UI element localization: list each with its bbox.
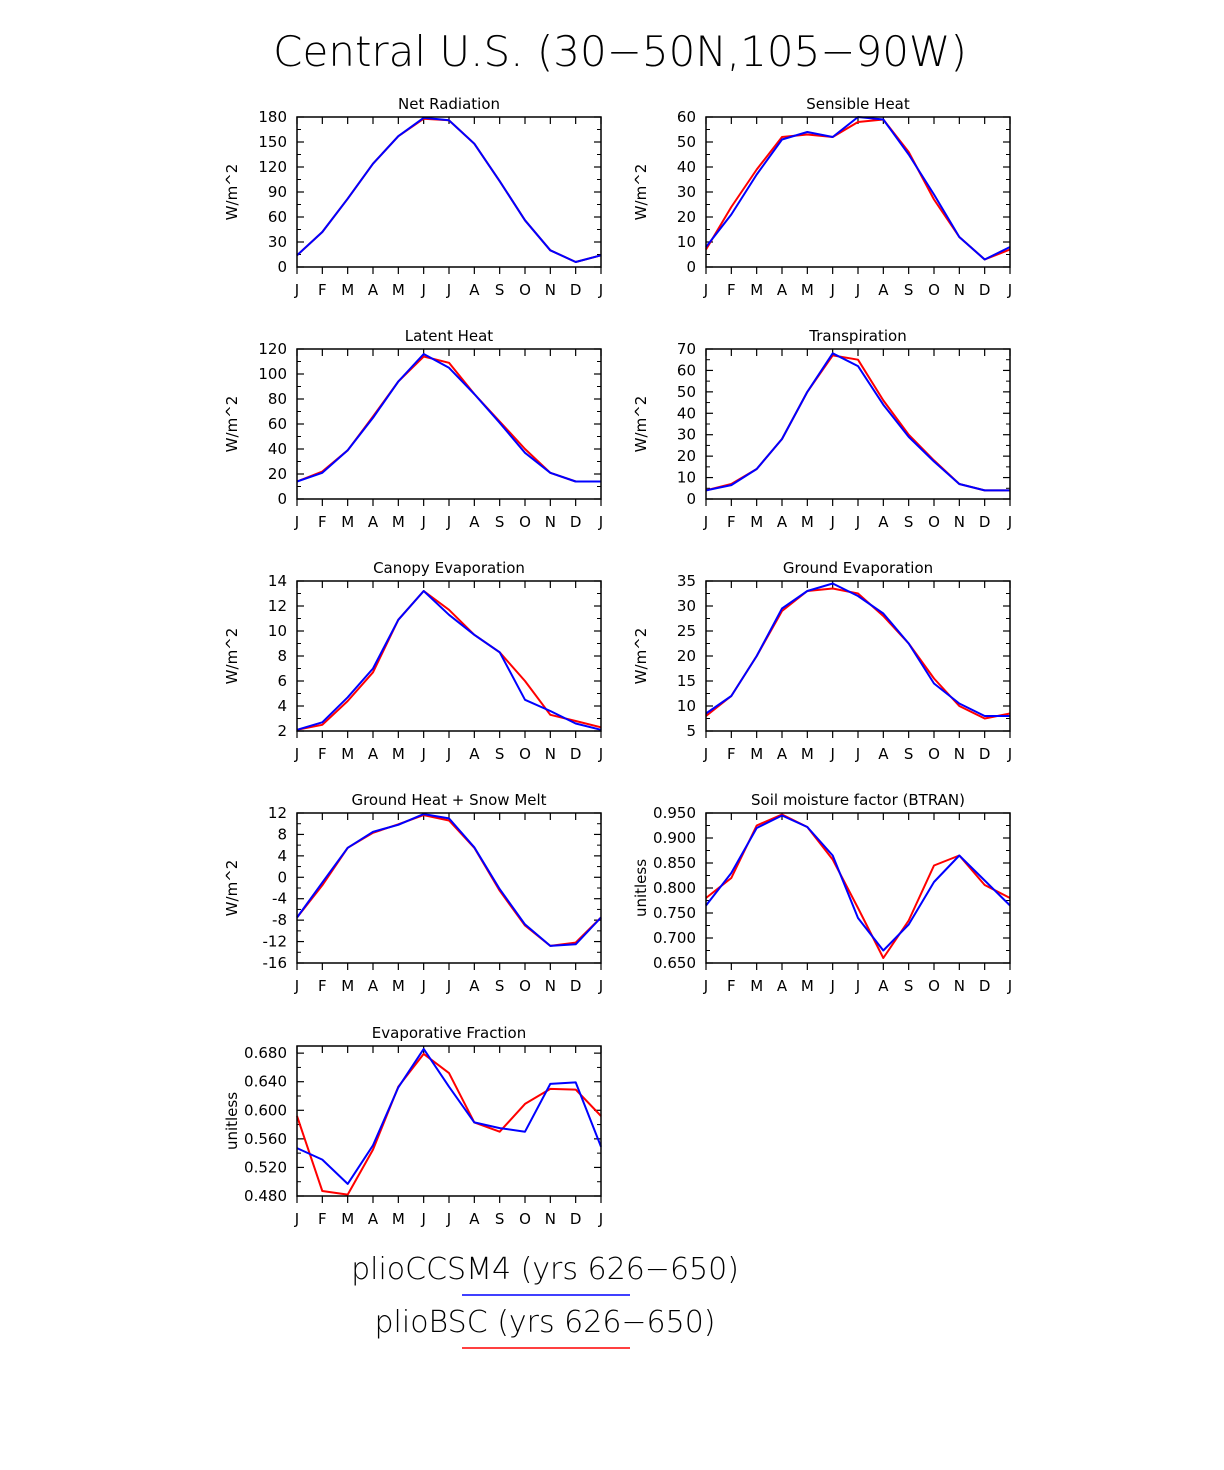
panel-transpiration [632, 327, 1012, 531]
xtick-label: J [1007, 977, 1013, 995]
ytick-label: 0.750 [653, 904, 696, 922]
series-line-plioccsm4 [706, 353, 1010, 490]
xtick-label: M [750, 513, 764, 531]
xtick-label: D [569, 745, 582, 763]
xtick-label: D [569, 281, 582, 299]
ytick-label: 10 [676, 697, 696, 715]
xtick-label: J [294, 745, 300, 763]
panel-title-canopy-evaporation: Canopy Evaporation [373, 559, 525, 577]
xtick-label: M [341, 745, 355, 763]
ytick-label: 50 [676, 382, 696, 401]
series-line-pliobsc [706, 355, 1010, 490]
xtick-label: D [978, 513, 991, 531]
xtick-label: J [598, 745, 604, 763]
ytick-label: 40 [676, 158, 696, 176]
panel-title-net-radiation: Net Radiation [398, 95, 500, 113]
ytick-label: 30 [267, 233, 287, 251]
panel-ground-heat-snow-melt [223, 791, 603, 995]
ytick-label: 0 [686, 490, 696, 508]
xtick-label: A [367, 745, 379, 763]
xtick-label: J [855, 281, 861, 299]
panel-soil-moisture-factor-btran [632, 791, 1012, 995]
xtick-label: N [544, 745, 556, 763]
ylabel-evaporative-fraction: unitless [223, 1091, 241, 1151]
panel-title-transpiration: Transpiration [809, 327, 907, 345]
xtick-label: F [318, 513, 327, 531]
ytick-label: 0.850 [653, 854, 696, 872]
series-line-plioccsm4 [706, 816, 1010, 951]
series-line-plioccsm4 [297, 118, 601, 262]
xtick-label: N [953, 513, 965, 531]
xtick-label: O [928, 977, 940, 995]
xtick-label: M [391, 281, 405, 299]
xtick-label: N [953, 745, 965, 763]
xtick-label: J [855, 745, 861, 763]
xtick-label: S [903, 281, 914, 299]
xtick-label: A [367, 977, 379, 995]
panel-title-evaporative-fraction: Evaporative Fraction [371, 1024, 527, 1042]
xtick-label: N [544, 281, 556, 299]
ytick-label: 150 [258, 133, 287, 151]
xtick-label: M [341, 281, 355, 299]
plot-frame [297, 117, 601, 267]
plot-frame [706, 117, 1010, 267]
xtick-label: A [878, 513, 889, 531]
xtick-label: S [903, 977, 914, 995]
xtick-label: M [391, 1210, 405, 1228]
ytick-label: 4 [277, 697, 287, 715]
xtick-label: N [544, 513, 556, 531]
series-line-pliobsc [706, 120, 1010, 260]
xtick-label: N [544, 977, 556, 995]
ytick-label: 5 [686, 722, 696, 740]
ytick-label: -12 [262, 932, 287, 951]
xtick-label: O [519, 281, 531, 299]
xtick-label: M [800, 745, 814, 763]
panel-title-ground-heat-snow-melt: Ground Heat + Snow Melt [351, 791, 547, 809]
ytick-label: 80 [267, 390, 287, 408]
xtick-label: S [903, 513, 914, 531]
ytick-label: 60 [676, 361, 696, 380]
xtick-label: S [494, 745, 505, 763]
xtick-label: O [928, 513, 940, 531]
ytick-label: 35 [676, 572, 696, 590]
xtick-label: J [446, 281, 452, 299]
legend-label-plioccsm4: plioCCSM4 (yrs 626−650) [351, 1252, 739, 1287]
xtick-label: J [446, 745, 452, 763]
panel-title-sensible-heat: Sensible Heat [806, 95, 910, 113]
xtick-label: S [494, 1210, 505, 1228]
ytick-label: 100 [258, 365, 287, 383]
plot-frame [297, 813, 601, 963]
ytick-label: 0.480 [244, 1187, 287, 1205]
series-line-pliobsc [297, 815, 601, 946]
ytick-label: 20 [676, 208, 696, 226]
xtick-label: M [800, 977, 814, 995]
ytick-label: -8 [272, 911, 287, 930]
ylabel-canopy-evaporation: W/m^2 [223, 627, 241, 685]
xtick-label: A [776, 977, 788, 995]
xtick-label: M [800, 513, 814, 531]
legend-label-pliobsc: plioBSC (yrs 626−650) [374, 1305, 716, 1340]
xtick-label: M [341, 513, 355, 531]
series-line-pliobsc [297, 1054, 601, 1195]
ytick-label: 60 [676, 108, 696, 126]
xtick-label: F [318, 1210, 327, 1228]
panel-sensible-heat [632, 95, 1012, 299]
xtick-label: M [341, 1210, 355, 1228]
xtick-label: O [519, 513, 531, 531]
xtick-label: A [469, 745, 480, 763]
panel-title-ground-evaporation: Ground Evaporation [782, 559, 934, 577]
ylabel-soil-moisture-factor-btran: unitless [632, 858, 650, 918]
xtick-label: J [1007, 745, 1013, 763]
xtick-label: D [978, 977, 991, 995]
xtick-label: J [421, 1210, 426, 1228]
ytick-label: 30 [676, 597, 696, 615]
xtick-label: J [598, 281, 604, 299]
xtick-label: F [727, 513, 736, 531]
ytick-label: 0 [277, 868, 287, 887]
ylabel-ground-heat-snow-melt: W/m^2 [223, 859, 241, 917]
xtick-label: M [750, 977, 764, 995]
xtick-label: J [830, 977, 835, 995]
xtick-label: O [928, 281, 940, 299]
series-line-pliobsc [297, 591, 601, 730]
ytick-label: 10 [267, 622, 287, 640]
ylabel-latent-heat: W/m^2 [223, 395, 241, 453]
xtick-label: J [703, 513, 709, 531]
ytick-label: 4 [277, 846, 287, 865]
legend [351, 1252, 739, 1348]
ytick-label: 10 [676, 233, 696, 251]
ytick-label: 30 [676, 425, 696, 444]
xtick-label: F [727, 977, 736, 995]
ytick-label: 25 [676, 622, 696, 640]
xtick-label: J [421, 513, 426, 531]
ytick-label: 0.600 [244, 1101, 287, 1120]
xtick-label: J [703, 281, 709, 299]
ytick-label: 0.650 [653, 954, 696, 972]
xtick-label: J [830, 281, 835, 299]
ytick-label: 50 [676, 133, 696, 151]
xtick-label: A [367, 1210, 379, 1228]
ytick-label: 6 [277, 672, 287, 690]
plot-frame [297, 1046, 601, 1196]
xtick-label: A [469, 977, 480, 995]
ytick-label: 90 [267, 183, 287, 201]
xtick-label: F [318, 977, 327, 995]
ytick-label: -4 [272, 889, 287, 908]
ytick-label: 120 [258, 340, 287, 358]
ytick-label: 2 [277, 722, 287, 740]
ytick-label: 0 [277, 258, 287, 276]
plot-frame [706, 349, 1010, 499]
xtick-label: A [776, 281, 788, 299]
ytick-label: 20 [676, 647, 696, 665]
series-line-pliobsc [297, 119, 601, 262]
xtick-label: O [928, 745, 940, 763]
ytick-label: 40 [676, 404, 696, 423]
xtick-label: J [1007, 513, 1013, 531]
ytick-label: 12 [267, 597, 287, 615]
ytick-label: 8 [277, 825, 287, 844]
xtick-label: S [903, 745, 914, 763]
panel-net-radiation [223, 95, 603, 299]
xtick-label: F [318, 281, 327, 299]
ytick-label: 60 [267, 415, 287, 433]
xtick-label: J [294, 281, 300, 299]
xtick-label: J [598, 513, 604, 531]
ytick-label: 0 [686, 258, 696, 276]
panel-evaporative-fraction [223, 1024, 603, 1228]
xtick-label: J [421, 977, 426, 995]
xtick-label: A [878, 977, 889, 995]
xtick-label: J [855, 513, 861, 531]
xtick-label: J [294, 513, 300, 531]
xtick-label: J [446, 977, 452, 995]
xtick-label: S [494, 513, 505, 531]
xtick-label: J [598, 977, 604, 995]
ytick-label: 14 [267, 572, 287, 590]
xtick-label: J [703, 977, 709, 995]
ytick-label: 70 [676, 340, 696, 358]
ytick-label: 20 [676, 447, 696, 466]
xtick-label: A [776, 745, 788, 763]
xtick-label: J [830, 745, 835, 763]
xtick-label: A [367, 281, 379, 299]
ylabel-ground-evaporation: W/m^2 [632, 627, 650, 685]
series-line-plioccsm4 [297, 1049, 601, 1184]
xtick-label: D [569, 977, 582, 995]
ytick-label: -16 [262, 954, 287, 972]
ylabel-transpiration: W/m^2 [632, 395, 650, 453]
panel-title-latent-heat: Latent Heat [404, 327, 494, 345]
panels [223, 95, 1012, 1228]
xtick-label: F [318, 745, 327, 763]
xtick-label: A [776, 513, 788, 531]
ytick-label: 0.520 [244, 1158, 287, 1177]
xtick-label: D [978, 745, 991, 763]
panel-canopy-evaporation [223, 559, 603, 763]
xtick-label: F [727, 281, 736, 299]
xtick-label: J [446, 1210, 452, 1228]
ytick-label: 40 [267, 440, 287, 458]
xtick-label: N [953, 977, 965, 995]
figure-title: Central U.S. (30−50N,105−90W) [273, 27, 967, 76]
xtick-label: D [569, 1210, 582, 1228]
ytick-label: 0.950 [653, 804, 696, 822]
ytick-label: 120 [258, 158, 287, 176]
series-line-plioccsm4 [297, 354, 601, 482]
panel-latent-heat [223, 327, 603, 531]
xtick-label: M [800, 281, 814, 299]
xtick-label: A [878, 745, 889, 763]
ytick-label: 12 [267, 804, 287, 822]
ytick-label: 15 [676, 672, 696, 690]
xtick-label: O [519, 745, 531, 763]
ytick-label: 0.680 [244, 1044, 287, 1063]
xtick-label: J [446, 513, 452, 531]
ytick-label: 60 [267, 208, 287, 226]
ytick-label: 8 [277, 647, 287, 665]
ytick-label: 20 [267, 465, 287, 483]
xtick-label: F [727, 745, 736, 763]
panel-ground-evaporation [632, 559, 1012, 763]
ytick-label: 0 [277, 490, 287, 508]
ytick-label: 180 [258, 108, 287, 126]
series-line-pliobsc [706, 589, 1010, 719]
xtick-label: J [1007, 281, 1013, 299]
xtick-label: M [391, 977, 405, 995]
xtick-label: O [519, 1210, 531, 1228]
xtick-label: N [544, 1210, 556, 1228]
ytick-label: 0.560 [244, 1129, 287, 1148]
xtick-label: J [421, 745, 426, 763]
ylabel-sensible-heat: W/m^2 [632, 163, 650, 221]
series-line-pliobsc [297, 357, 601, 482]
xtick-label: M [391, 745, 405, 763]
xtick-label: J [294, 977, 300, 995]
xtick-label: J [421, 281, 426, 299]
xtick-label: M [341, 977, 355, 995]
xtick-label: M [750, 281, 764, 299]
ytick-label: 0.640 [244, 1072, 287, 1091]
xtick-label: A [878, 281, 889, 299]
series-line-plioccsm4 [297, 591, 601, 730]
panel-title-soil-moisture-factor-btran: Soil moisture factor (BTRAN) [751, 791, 965, 809]
ytick-label: 10 [676, 468, 696, 487]
xtick-label: A [469, 1210, 480, 1228]
xtick-label: D [569, 513, 582, 531]
xtick-label: S [494, 281, 505, 299]
ytick-label: 0.900 [653, 829, 696, 847]
series-line-plioccsm4 [706, 584, 1010, 717]
xtick-label: M [391, 513, 405, 531]
ylabel-net-radiation: W/m^2 [223, 163, 241, 221]
xtick-label: J [598, 1210, 604, 1228]
plot-frame [297, 349, 601, 499]
xtick-label: J [703, 745, 709, 763]
xtick-label: A [469, 281, 480, 299]
xtick-label: D [978, 281, 991, 299]
series-line-plioccsm4 [297, 814, 601, 946]
series-line-plioccsm4 [706, 117, 1010, 260]
xtick-label: J [855, 977, 861, 995]
ytick-label: 0.700 [653, 929, 696, 947]
xtick-label: N [953, 281, 965, 299]
xtick-label: A [469, 513, 480, 531]
xtick-label: J [830, 513, 835, 531]
xtick-label: O [519, 977, 531, 995]
xtick-label: A [367, 513, 379, 531]
xtick-label: M [750, 745, 764, 763]
ytick-label: 30 [676, 183, 696, 201]
xtick-label: J [294, 1210, 300, 1228]
plot-frame [297, 581, 601, 731]
xtick-label: S [494, 977, 505, 995]
ytick-label: 0.800 [653, 879, 696, 897]
